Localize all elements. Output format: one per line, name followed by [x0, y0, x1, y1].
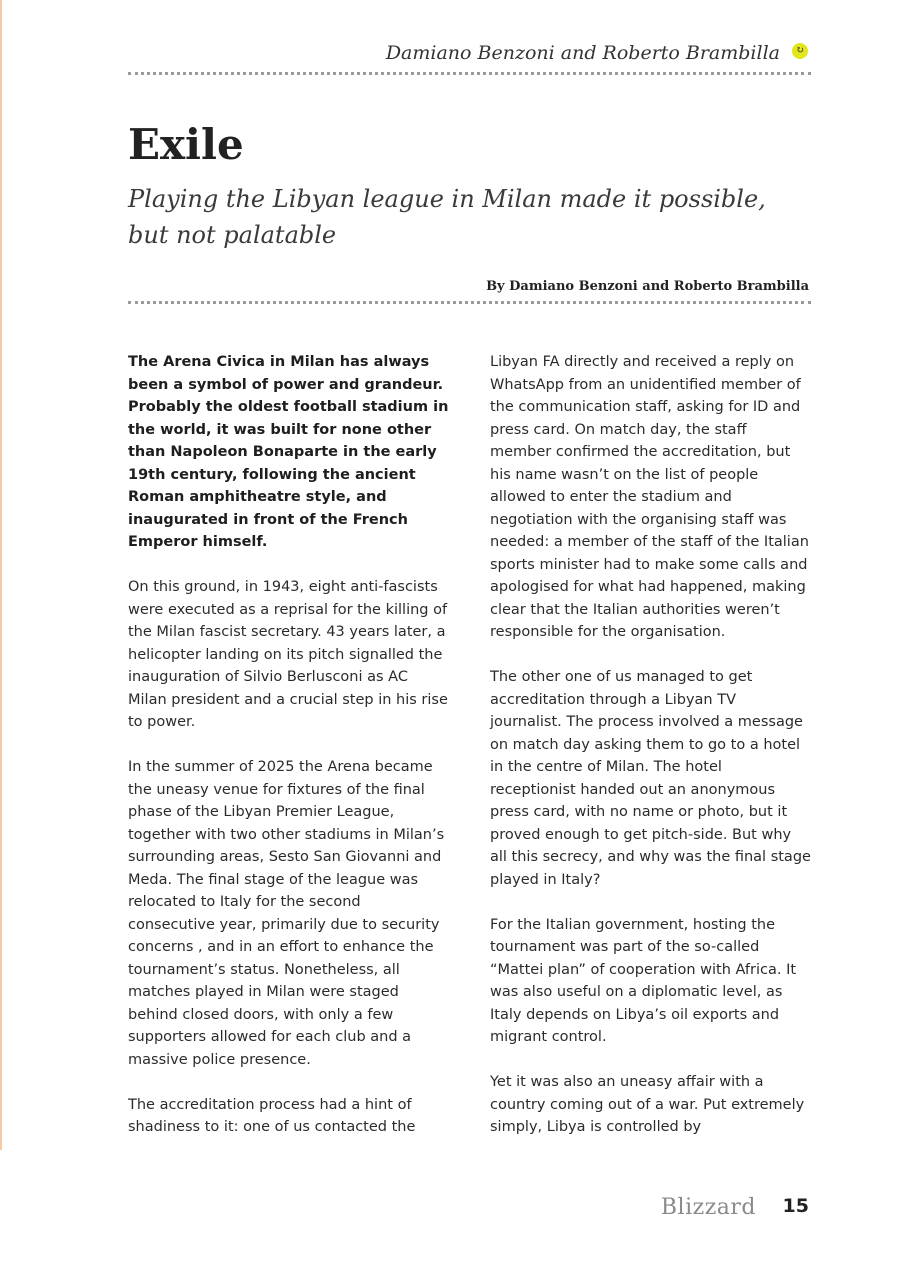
magazine-brand: Blizzard [660, 1195, 756, 1220]
page-number: 15 [782, 1195, 809, 1217]
body-paragraph: For the Italian government, hosting the tournament was part of the so-called “Mattei plan” of cooperation with Africa. It was also useful on a diplomatic level, as Italy depends on Libya’s oil exports and migrant control. [490, 916, 797, 1045]
byline-dotted-divider [128, 301, 811, 304]
body-paragraph: Libyan FA directly and received a reply on WhatsApp from an unidentified member of the communication staff, asking for ID and press card. On match day, the staff member confirmed the accreditation, but his name wasn’t on the list of people allowed to enter the stadium and negotiation with the organising staff was needed: a member of the staff of the Italian sports minister had to make some calls and apologised for what had happened, making clear that the Italian authorities weren’t responsible for the organisation. [490, 354, 809, 640]
lead-paragraph: The Arena Civica in Milan has always been a symbol of power and grandeur. Probably the oldest football stadium in the world, it was built for none other than Napoleon Bonaparte in the early 19th century, following the ancient Roman amphitheatre style, and inaugurated in front of the French Emperor himself. [128, 354, 449, 550]
section-badge-icon: ↻ [792, 43, 808, 59]
body-paragraph: In the summer of 2025 the Arena became the uneasy venue for fixtures of the final phase of the Libyan Premier League, together with two other stadiums in Milan’s surrounding areas, Sesto San Giovanni and Meda. The final stage of the league was relocated to Italy for the second consecutive year, primarily due to security concerns , and in an effort to enhance the tournament’s status. Nonetheless, all matches played in Milan were staged behind closed doors, with only a few supporters allowed for each club and a massive police presence. [128, 759, 445, 1068]
right-column [490, 351, 812, 1161]
page-edge-line [0, 0, 2, 1150]
body-paragraph: On this ground, in 1943, eight anti-fascists were executed as a reprisal for the killing of the Milan fascist secretary. 43 years later, a helicopter landing on its pitch signalled the inauguration of Silvio Berlusconi as AC Milan president and a crucial step in his rise to power. [128, 579, 448, 730]
body-paragraph: The accreditation process had a hint of shadiness to it: one of us contacted the [128, 1096, 416, 1135]
running-head [128, 42, 808, 64]
body-paragraph: The other one of us managed to get accreditation through a Libyan TV journalist. The process involved a message on match day asking them to go to a hotel in the centre of Milan. The hotel receptionist handed out an anonymous press card, with no name or photo, but it proved enough to get pitch-side. But why all this secrecy, and why was the final stage played in Italy? [490, 669, 811, 888]
running-head-authors: Damiano Benzoni and Roberto Brambilla [385, 42, 780, 64]
body-paragraph: Yet it was also an uneasy affair with a country coming out of a war. Put extremely simply, Libya is controlled by [490, 1074, 805, 1135]
article-standfirst: Playing the Libyan league in Milan made it possible, but not palatable [128, 185, 766, 249]
article-byline: By Damiano Benzoni and Roberto Brambilla [486, 279, 809, 294]
article-title: Exile [128, 120, 244, 169]
left-column [128, 351, 450, 1161]
top-dotted-divider [128, 72, 811, 75]
